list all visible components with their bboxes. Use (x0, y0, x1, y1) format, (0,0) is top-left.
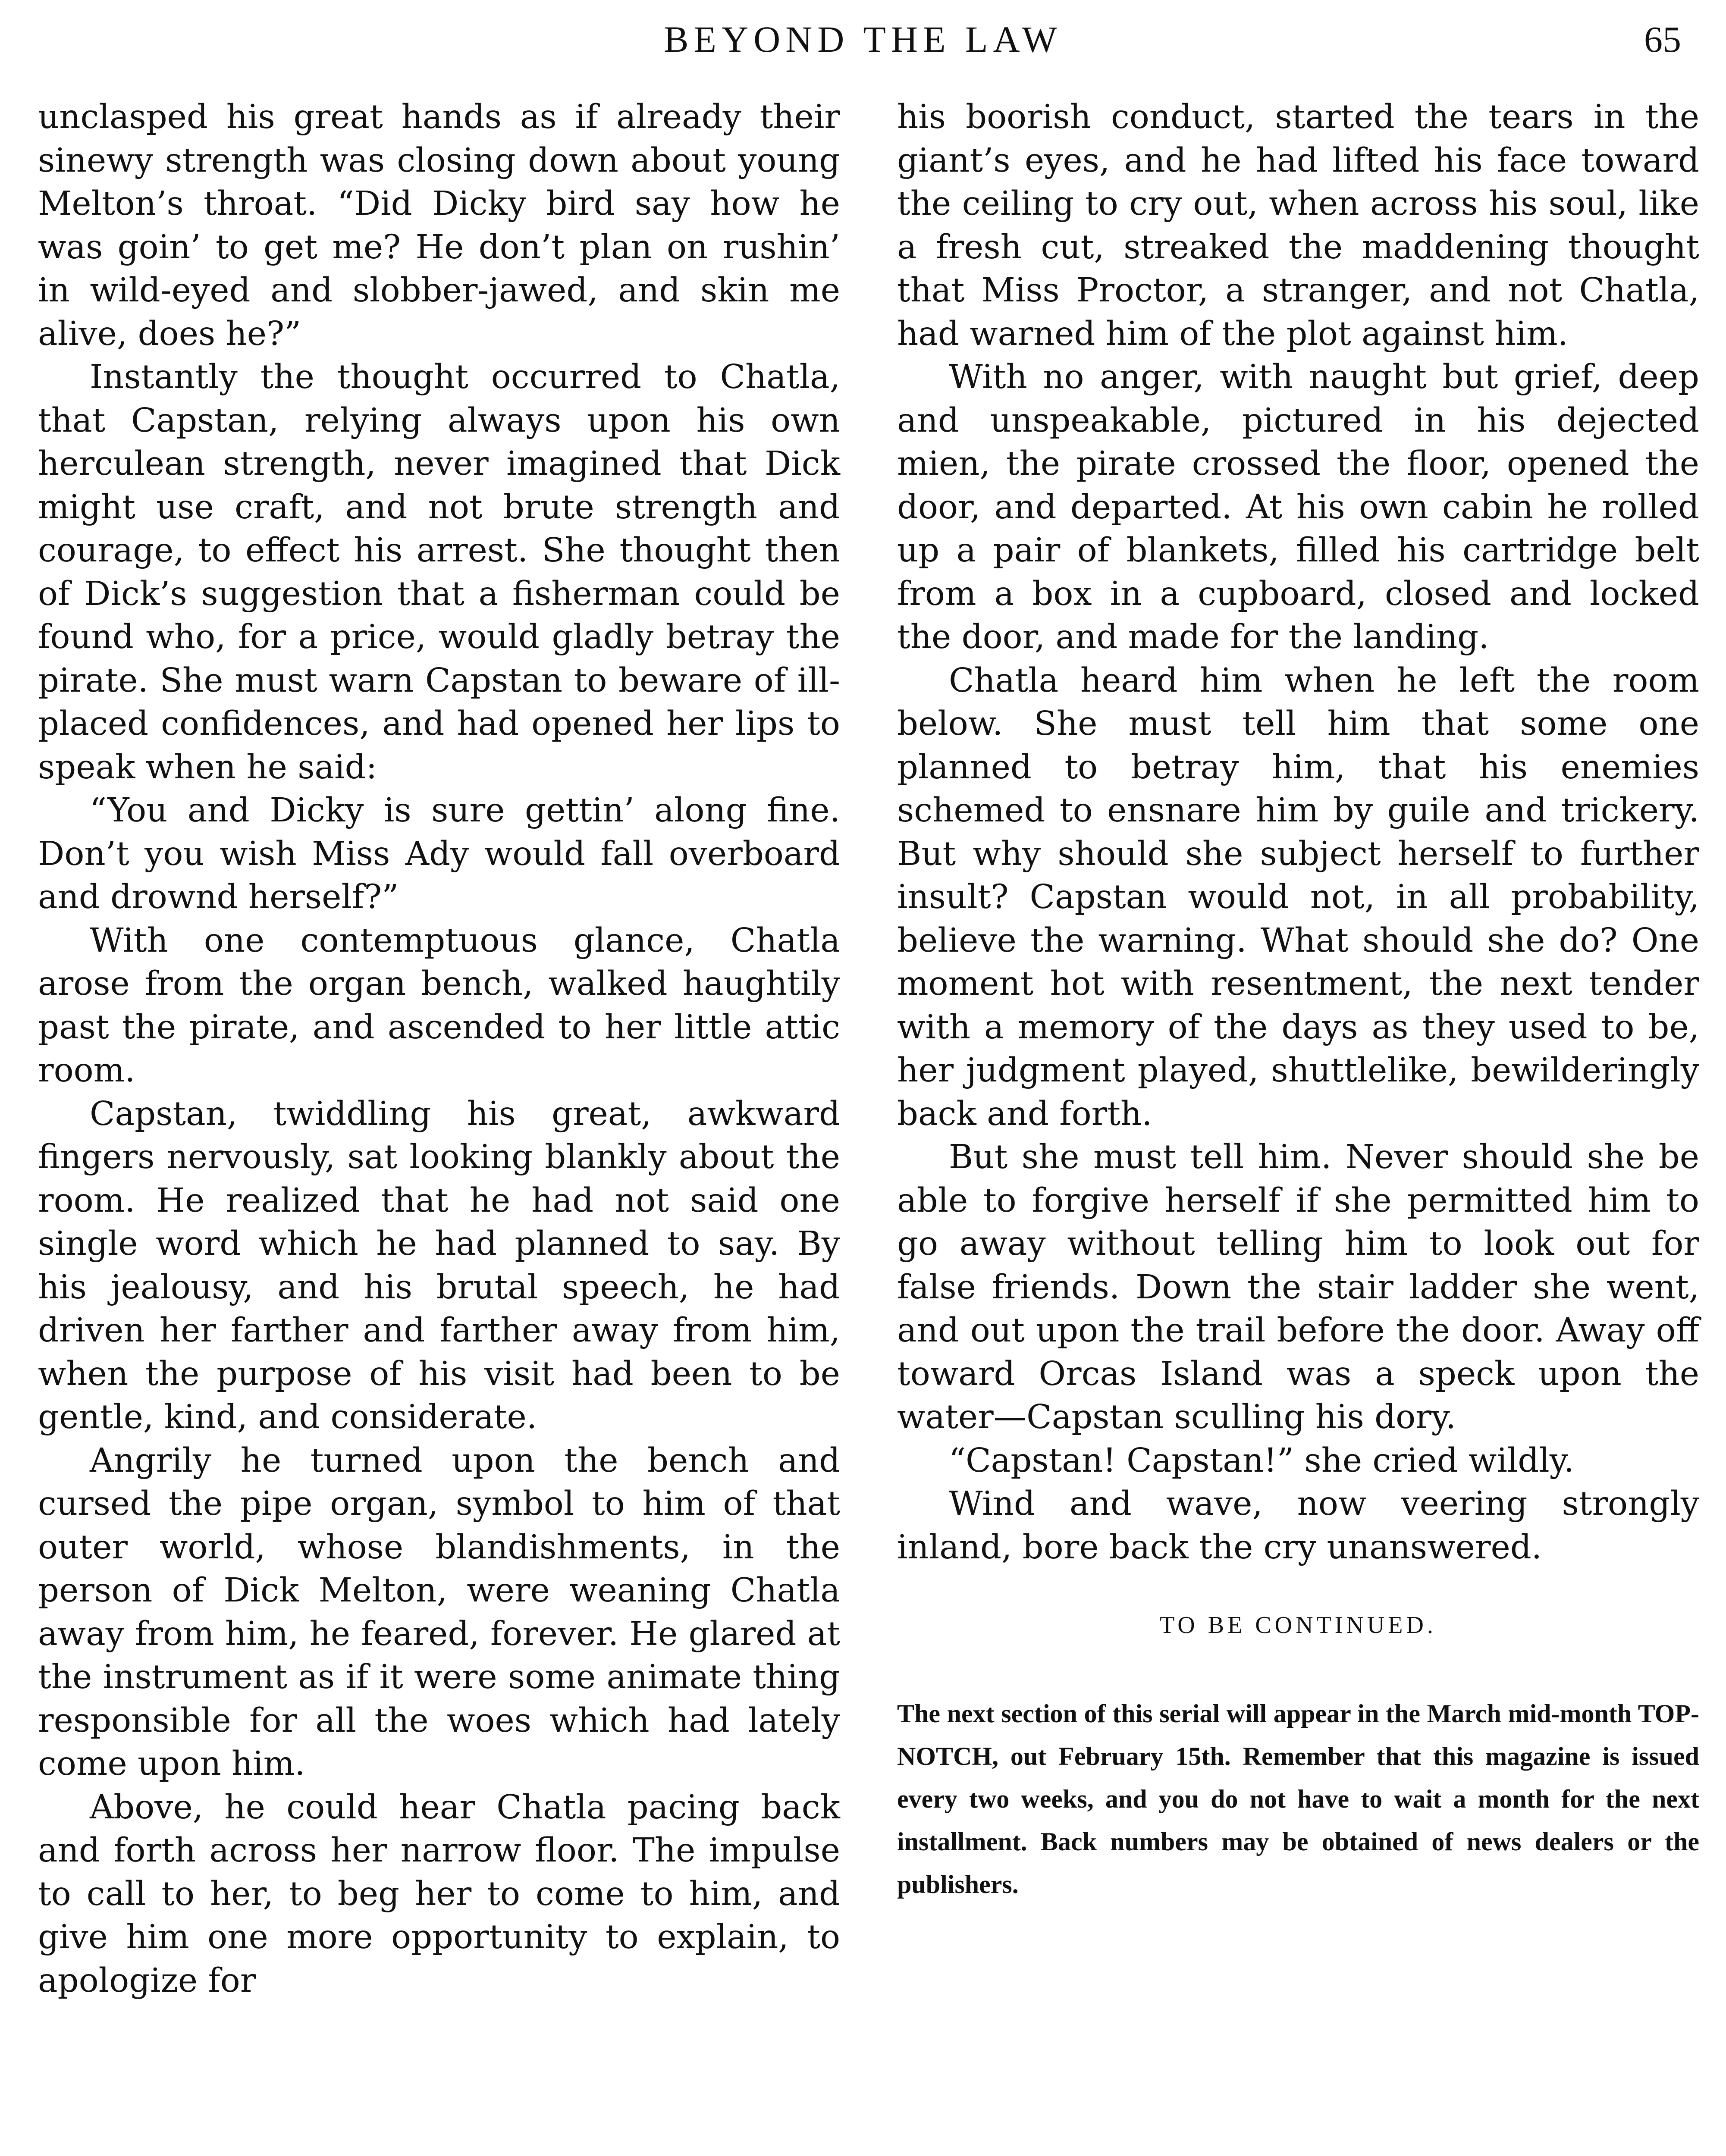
running-title: BEYOND THE LAW (664, 19, 1062, 60)
paragraph: Chatla heard him when he left the room below. She must tell him that some one planned to betray him, that his enemies schemed to ensnare him by guile and trickery. But why should she subject herself to further insult? Capstan would not, in all probability, believe the warning. What should she do? One moment hot with resentment, the next tender with a memory of the days as they used to be, her judgment played, shuttlelike, bewilderingly back and forth. (897, 661, 1699, 1133)
paragraph: Wind and wave, now veering strongly inland, bore back the cry unanswered. (897, 1485, 1699, 1567)
paragraph: Capstan, twiddling his great, awkward fingers nervously, sat looking blankly about the room. He realized that he had not said one single word which he had planned to say. By his jealousy, and his brutal speech, he had driven her farther and farther away from him, when the purpose of his visit had been to be gentle, kind, and considerate. (38, 1094, 840, 1436)
paragraph: “You and Dicky is sure gettin’ along fine. Don’t you wish Miss Ady would fall overboard and drownd herself?” (38, 791, 840, 916)
paragraph: his boorish conduct, started the tears in the giant’s eyes, and he had lifted his face toward the ceiling to cry out, when across his soul, like a fresh cut, streaked the maddening thought that Miss Proctor, a stranger, and not Chatla, had warned him of the plot against him. (897, 98, 1699, 353)
page-number: 65 (1644, 19, 1681, 60)
serial-notice: The next section of this serial will appear in the March mid-month TOP-NOTCH, out February 15th. Remember that this magazine is issued every two weeks, and you do not have to wait a month for the next installment. Back numbers may be obtained of news dealers or the publishers. (897, 1699, 1699, 1899)
paragraph: But she must tell him. Never should she be able to forgive herself if she permitted him to go away without telling him to look out for false friends. Down the stair ladder she went, and out upon the trail before the door. Away off toward Orcas Island was a speck upon the water—Capstan sculling his dory. (897, 1138, 1699, 1436)
paragraph: With one contemptuous glance, Chatla arose from the organ bench, walked haughtily past the pirate, and ascended to her little attic room. (38, 921, 840, 1090)
paragraph: “Capstan! Capstan!” she cried wildly. (949, 1441, 1575, 1480)
page-header (35, 16, 1691, 63)
paragraph: Above, he could hear Chatla pacing back and forth across her narrow floor. The impulse to call to her, to beg her to come to him, and give him one more opportunity to explain, to apologize for (38, 1788, 840, 2000)
paragraph: Instantly the thought occurred to Chatla, that Capstan, relying always upon his own herculean strength, never imagined that Dick might use craft, and not brute strength and courage, to effect his arrest. She thought then of Dick’s suggestion that a fisherman could be found who, for a price, would gladly betray the pirate. She must warn Capstan to beware of ill-placed confidences, and had opened her lips to speak when he said: (38, 358, 840, 787)
to-be-continued: TO BE CONTINUED. (1160, 1612, 1437, 1639)
paragraph: unclasped his great hands as if already their sinewy strength was closing down about young Melton’s throat. “Did Dicky bird say how he was goin’ to get me? He don’t plan on rushin’ in wild-eyed and slobber-jawed, and skin me alive, does he?” (38, 98, 840, 353)
paragraph: With no anger, with naught but grief, deep and unspeakable, pictured in his dejected mien, the pirate crossed the floor, opened the door, and departed. At his own cabin he rolled up a pair of blankets, filled his cartridge belt from a box in a cupboard, closed and locked the door, and made for the landing. (897, 358, 1699, 656)
left-column (38, 96, 840, 2002)
right-column (897, 96, 1699, 1906)
paragraph: Angrily he turned upon the bench and cursed the pipe organ, symbol to him of that outer world, whose blandishments, in the person of Dick Melton, were weaning Chatla away from him, he feared, forever. He glared at the instrument as if it were some animate thing responsible for all the woes which had lately come upon him. (38, 1441, 840, 1783)
